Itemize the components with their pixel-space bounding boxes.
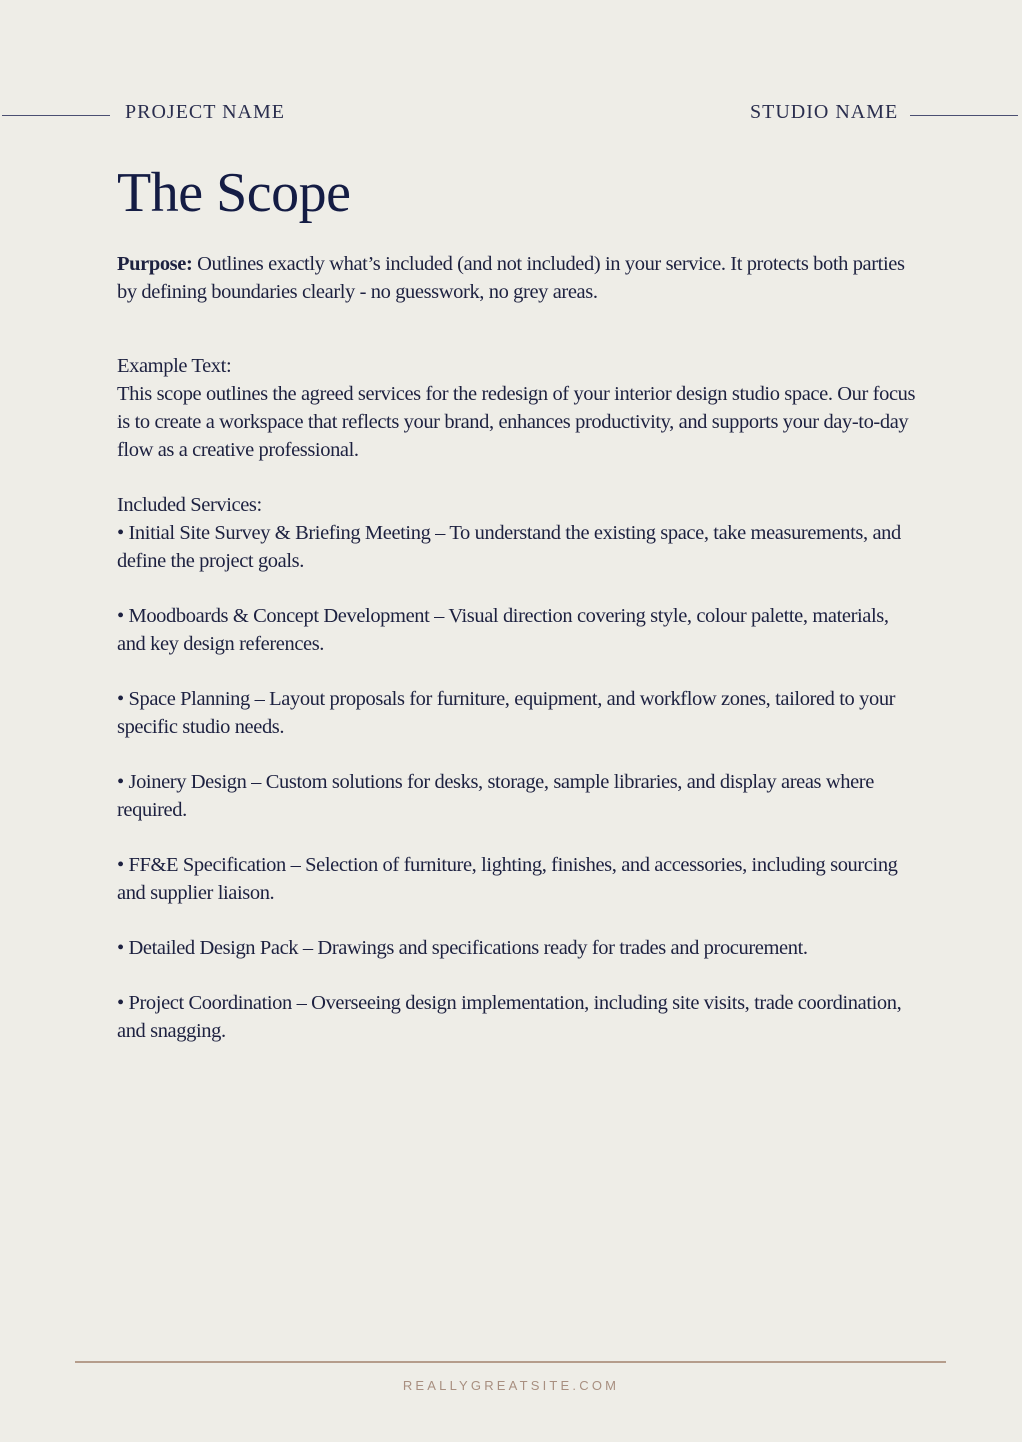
purpose-paragraph <box>117 250 917 306</box>
header-rule-right <box>910 115 1018 116</box>
header-rule-left <box>2 115 110 116</box>
footer-website: REALLYGREATSITE.COM <box>402 1378 620 1393</box>
footer-rule <box>75 1361 946 1363</box>
service-item: • Detailed Design Pack – Drawings and specifications ready for trades and procurement. <box>117 937 808 959</box>
page-title: The Scope <box>117 162 351 224</box>
service-item: • FF&E Specification – Selection of furniture, lighting, finishes, and accessories, including sourcing and supplier liaison. <box>117 854 898 904</box>
example-text: This scope outlines the agreed services for the redesign of your interior design studio space. Our focus is to create a workspace that reflects your brand, enhances productivity, and supports your day-to-day flow as a creative professional. <box>117 383 916 461</box>
service-item: • Initial Site Survey & Briefing Meeting – To understand the existing space, take measurements, and define the project goals. <box>117 522 901 572</box>
service-item: • Joinery Design – Custom solutions for desks, storage, sample libraries, and display areas where required. <box>117 771 874 821</box>
purpose-label: Purpose: <box>117 253 193 275</box>
included-services <box>117 491 917 1072</box>
included-label: Included Services: <box>117 494 262 516</box>
service-item: • Project Coordination – Overseeing design implementation, including site visits, trade coordination, and snagging. <box>117 992 902 1042</box>
project-name: PROJECT NAME <box>125 101 285 123</box>
example-section <box>117 352 917 464</box>
service-item: • Moodboards & Concept Development – Visual direction covering style, colour palette, materials, and key design references. <box>117 605 889 655</box>
example-label: Example Text: <box>117 355 232 377</box>
service-item: • Space Planning – Layout proposals for furniture, equipment, and workflow zones, tailored to your specific studio needs. <box>117 688 896 738</box>
purpose-text: Outlines exactly what’s included (and not included) in your service. It protects both parties by defining boundaries clearly - no guesswork, no grey areas. <box>117 253 905 303</box>
studio-name: STUDIO NAME <box>750 101 899 123</box>
